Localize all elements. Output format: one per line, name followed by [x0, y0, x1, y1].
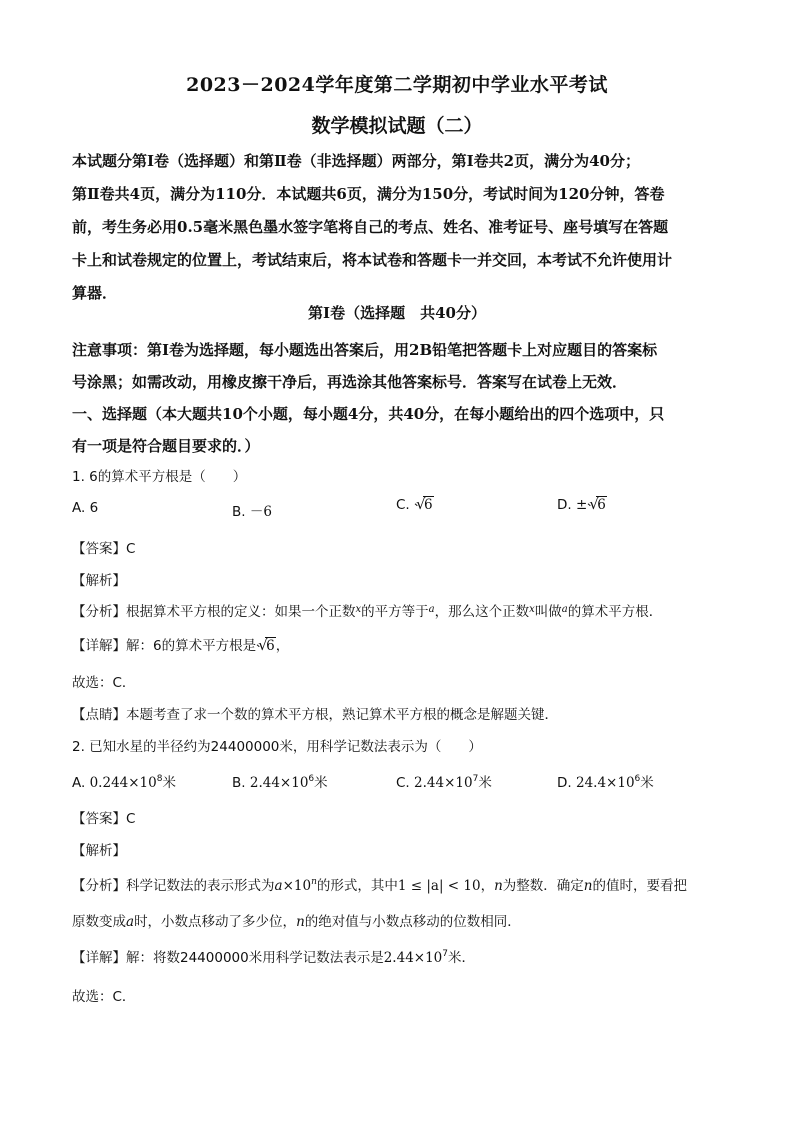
option-unit: 米	[640, 775, 654, 791]
answer-tag: 【答案】	[72, 541, 126, 557]
section-notice	[72, 334, 726, 398]
q1-option-d	[557, 497, 607, 513]
q2-detail	[72, 946, 742, 966]
option-label: D.	[557, 775, 572, 791]
analysis-text: 时，小数点移动了多少位，	[134, 914, 297, 930]
instruction-line: 前，考生务必用0.5毫米黑色墨水签字笔将自己的考点、姓名、准考证号、座号填写在答题	[72, 218, 669, 236]
detail-text: ，	[275, 638, 290, 654]
analysis-text: 原数变成	[72, 914, 126, 930]
option-number: 24.4×10	[575, 775, 635, 791]
analysis-tag: 【分析】	[72, 604, 126, 620]
analysis-text: 科学记数法的表示形式为	[126, 878, 275, 894]
q2-option-c	[396, 771, 492, 791]
radicand: 6	[424, 497, 433, 513]
math-range: 1 ≤ |a| < 10	[397, 878, 481, 894]
sqrt-symbol: √ 6	[416, 495, 433, 513]
exam-instructions	[72, 145, 726, 310]
detail-tag: 【详解】	[72, 950, 126, 966]
question-1-stem: 1. 6的算术平方根是（ ）	[72, 469, 247, 485]
analysis-text: 叫做	[534, 604, 562, 620]
exam-title: 2023－2024学年度第二学期初中学业水平考试	[186, 74, 608, 96]
notice-line: 注意事项：第Ⅰ卷为选择题，每小题选出答案后，用2B铅笔把答题卡上对应题目的答案标	[72, 341, 658, 359]
q2-answer	[72, 807, 742, 827]
option-unit: 米	[314, 775, 328, 791]
answer-value: C	[126, 811, 136, 827]
option-unit: 米	[162, 775, 176, 791]
part-heading-line: 一、选择题（本大题共10个小题，每小题4分，共40分，在每小题给出的四个选项中，只	[72, 405, 665, 423]
option-exponent: 6	[308, 774, 315, 784]
option-label: D.	[557, 497, 572, 513]
answer-value: C	[126, 541, 136, 557]
instruction-line: 卡上和试卷规定的位置上，考试结束后，将本试卷和答题卡一并交回，本考试不允许使用计	[72, 251, 673, 269]
instruction-line: 本试题分第Ⅰ卷（选择题）和第Ⅱ卷（非选择题）两部分，第Ⅰ卷共2页，满分为40分；	[72, 152, 640, 170]
sqrt-symbol: √ 6	[589, 495, 606, 513]
q1-detail	[72, 634, 742, 654]
option-number: 2.44×10	[414, 775, 473, 791]
math-expr: 2.44×10	[383, 950, 443, 966]
math-var: n	[583, 878, 593, 894]
analysis-text: 根据算术平方根的定义：如果一个正数	[126, 604, 356, 620]
math-exponent: 7	[442, 949, 449, 959]
part-heading-line: 有一项是符合题目要求的．）	[72, 437, 260, 455]
q1-choose: 故选：C．	[72, 675, 136, 691]
analysis-text: 为整数．确定	[502, 878, 584, 894]
q1-option-a: A. 6	[72, 500, 99, 516]
option-number: 2.44×10	[249, 775, 309, 791]
detail-text: 米．	[448, 950, 476, 966]
instruction-line: 第Ⅱ卷共4页，满分为110分．本试题共6页，满分为150分，考试时间为120分钟，答卷	[72, 185, 665, 203]
q2-analysis-tag: 【解析】	[72, 843, 126, 859]
option-exponent: 7	[472, 774, 479, 784]
q1-analysis	[72, 600, 742, 620]
q2-analysis	[72, 874, 742, 894]
analysis-text: 的绝对值与小数点移动的位数相同．	[304, 914, 521, 930]
math-exponent: n	[311, 877, 317, 887]
detail-tag: 【详解】	[72, 638, 126, 654]
q2-analysis-cont	[72, 910, 742, 930]
detail-text: 解：将数24400000米用科学记数法表示是	[126, 950, 384, 966]
part-heading	[72, 398, 726, 462]
option-label: A.	[72, 775, 86, 791]
radicand: 6	[266, 638, 275, 654]
answer-tag: 【答案】	[72, 811, 126, 827]
math-var: a	[274, 878, 283, 894]
option-exponent: 8	[156, 774, 163, 784]
q1-option-c	[396, 497, 434, 513]
q1-analysis-tag: 【解析】	[72, 573, 126, 589]
review-tag: 【点睛】	[72, 707, 126, 723]
option-number: 0.244×10	[89, 775, 157, 791]
sqrt-symbol: √ 6	[258, 636, 275, 654]
option-label: B.	[232, 504, 246, 520]
analysis-text: 的平方等于	[361, 604, 429, 620]
q2-option-d	[557, 771, 654, 791]
math-var: a	[561, 604, 568, 615]
option-unit: 米	[478, 775, 492, 791]
option-label: C.	[396, 775, 410, 791]
math-var: n	[296, 914, 305, 930]
math-expr: ×10	[282, 878, 312, 894]
review-text: 本题考查了求一个数的算术平方根，熟记算术平方根的概念是解题关键．	[126, 707, 558, 723]
q2-option-a	[72, 771, 176, 791]
math-var: a	[126, 914, 135, 930]
q1-answer	[72, 537, 742, 557]
notice-line: 号涂黑；如需改动，用橡皮擦干净后，再选涂其他答案标号．答案写在试卷上无效．	[72, 373, 628, 391]
analysis-text: 的形式，其中	[316, 878, 398, 894]
analysis-tag: 【分析】	[72, 878, 126, 894]
q2-option-b	[232, 771, 328, 791]
option-label: B.	[232, 775, 246, 791]
math-var: a	[428, 604, 435, 615]
instruction-line: 算器．	[72, 284, 118, 302]
math-var: x	[529, 604, 535, 615]
question-2-stem: 2. 已知水星的半径约为24400000米，用科学记数法表示为（ ）	[72, 739, 482, 755]
section-title: 第Ⅰ卷（选择题 共40分）	[308, 304, 486, 322]
q2-choose: 故选：C．	[72, 989, 136, 1005]
plus-minus: ±	[575, 497, 588, 513]
radicand: 6	[597, 497, 606, 513]
analysis-text: ，	[480, 878, 495, 894]
analysis-text: ，那么这个正数	[434, 604, 530, 620]
math-var: x	[355, 604, 362, 615]
analysis-text: 的算术平方根．	[567, 604, 663, 620]
option-exponent: 6	[634, 774, 641, 784]
q1-review	[72, 703, 742, 723]
exam-subtitle: 数学模拟试题（二）	[311, 115, 483, 137]
math-var: n	[494, 878, 503, 894]
option-label: C.	[396, 497, 410, 513]
detail-text: 解：6的算术平方根是	[126, 638, 257, 654]
analysis-text: 的值时，要看把	[592, 878, 687, 894]
q1-option-b	[232, 500, 272, 520]
option-value: －6	[249, 504, 272, 520]
